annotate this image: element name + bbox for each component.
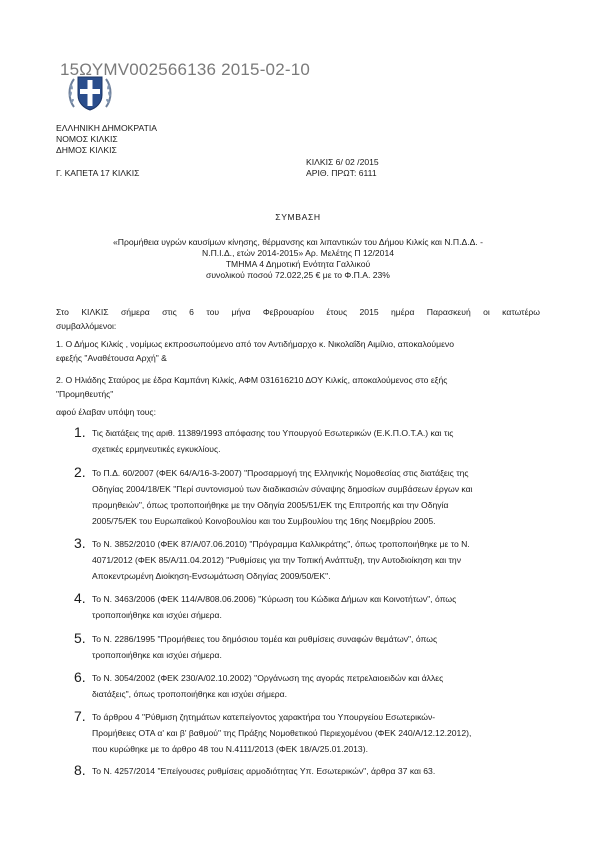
list-item-number: 8. <box>74 762 86 778</box>
list-item-line: Το Π.Δ. 60/2007 (ΦΕΚ 64/Α/16-3-2007) "Προσαρμογή της Ελληνικής Νομοθεσίας στις διατάξεις της <box>92 468 469 478</box>
party-line: 1. Ο Δήμος Κιλκίς , νομίμως εκπροσωπούμενο από τον Αντιδήμαρχο κ. Νικολαΐδη Αιμίλιο, αποκαλούμενο <box>56 339 454 349</box>
party-line: "Προμηθευτής" <box>56 388 114 399</box>
document-code-watermark: 15ΩΥΜV002566136 2015-02-10 <box>60 60 311 79</box>
list-item-line: 4071/2012 (ΦΕΚ 85/Α/11.04.2012) "Ρυθμίσεις για την Τοπική Ανάπτυξη, την Αυτοδιοίκηση και την <box>92 555 462 565</box>
issuer-line: ΝΟΜΟΣ ΚΙΛΚΙΣ <box>56 134 118 144</box>
subject-line: Ν.Π.Ι.Δ., ετών 2014-2015» Αρ. Μελέτης Π 12/2014 <box>201 248 395 258</box>
protocol-number: ΑΡΙΘ. ΠΡΩΤ: 6111 <box>306 168 377 178</box>
list-item-line: που κυρώθηκε με το άρθρο 48 του Ν.4111/2013 (ΦΕΚ 18/Α/25.01.2013). <box>92 744 368 754</box>
intro-paragraph <box>56 306 540 333</box>
list-item-line: Το Ν. 3852/2010 (ΦΕΚ 87/Α/07.06.2010) "Πρόγραμμα Καλλικράτης", όπως τροποποιήθηκε με το Ν. <box>92 539 470 549</box>
address: Γ. ΚΑΠΕΤΑ 17 ΚΙΛΚΙΣ <box>56 168 140 178</box>
place-date: ΚΙΛΚΙΣ 6/ 02 /2015 <box>306 157 379 167</box>
list-item-number: 2. <box>74 464 86 480</box>
list-item <box>74 763 542 779</box>
list-item-line: Το άρθρου 4 "Ρύθμιση ζητημάτων κατεπείγοντος χαρακτήρα του Υπουργείου Εσωτερικών- <box>92 712 436 722</box>
list-item-line: 2005/75/ΕΚ του Ευρωπαϊκού Κοινοβουλίου και του Συμβουλίου της 16ης Νοεμβρίου 2005. <box>92 516 436 526</box>
list-item-line: Τις διατάξεις της αριθ. 11389/1993 απόφασης του Υπουργού Εσωτερικών (Ε.Κ.Π.Ο.Τ.Α.) και τις <box>92 428 454 438</box>
issuer-line: ΕΛΛΗΝΙΚΗ ΔΗΜΟΚΡΑΤΙΑ <box>56 123 157 133</box>
list-item-line: Το Ν. 2286/1995 "Προμήθειες του δημόσιου τομέα και ρυθμίσεις συναφών θεμάτων", όπως <box>92 634 438 644</box>
list-item-number: 6. <box>74 669 86 685</box>
list-item <box>74 536 542 584</box>
list-item-line: σχετικές ερμηνευτικές εγκυκλίους. <box>92 444 221 454</box>
date-protocol-block <box>306 157 379 179</box>
considering-heading: αφού έλαβαν υπόψη τους: <box>56 407 156 417</box>
list-item <box>74 709 542 757</box>
list-item-line: προμηθειών", όπως τροποποιήθηκε με την Οδηγία 2005/51/ΕΚ της Επιτροπής και την Οδηγία <box>92 500 449 510</box>
list-item <box>74 465 542 529</box>
issuer-block <box>56 123 157 156</box>
list-item-number: 4. <box>74 590 86 606</box>
subject-line: ΤΜΗΜΑ 4 Δημοτική Ενότητα Γαλλικού <box>225 259 371 269</box>
list-item-line: τροποποιήθηκε και ισχύει σήμερα. <box>92 650 222 660</box>
list-item-line: Το Ν. 3054/2002 (ΦΕΚ 230/Α/02.10.2002) "Οργάνωση της αγοράς πετρελαιοειδών και άλλες <box>92 673 444 683</box>
list-item-line: τροποποιήθηκε και ισχύει σήμερα. <box>92 610 222 620</box>
list-item-number: 5. <box>74 630 86 646</box>
party-line: εφεξής "Αναθέτουσα Αρχή" & <box>56 352 167 363</box>
intro-line: Στο ΚΙΛΚΙΣ σήμερα στις 6 του μήνα Φεβρουαρίου έτους 2015 ημέρα Παρασκευή οι κατωτέρω <box>56 307 540 317</box>
list-item-number: 3. <box>74 535 86 551</box>
list-item-line: διατάξεις", όπως τροποποιήθηκε και ισχύει σήμερα. <box>92 689 288 699</box>
list-item-line: Αποκεντρωμένη Διοίκηση-Ενσωμάτωση Οδηγίας 2009/50/ΕΚ". <box>92 571 331 581</box>
list-item-number: 1. <box>74 424 86 440</box>
list-item-line: Το Ν. 3463/2006 (ΦΕΚ 114/Α/808.06.2006) "Κύρωση του Κώδικα Δήμων και Κοινοτήτων", όπως <box>92 594 457 604</box>
list-item <box>74 670 542 702</box>
list-item <box>74 591 542 623</box>
intro-line: συμβαλλόμενοι: <box>56 320 117 331</box>
list-item-line: Προμήθειες ΟΤΑ α' και β' βαθμού" της Πράξης Νομοθετικού Περιεχομένου (ΦΕΚ 240/Α/12.12.2012), <box>92 728 472 738</box>
list-item-line: Οδηγίας 2004/18/ΕΚ "Περί συντονισμού των διαδικασιών σύναψης δημοσίων συμβάσεων έργων και <box>92 484 473 494</box>
contract-subject <box>56 237 540 281</box>
list-item-line: Το Ν. 4257/2014 "Επείγουσες ρυθμίσεις αρμοδιότητας Υπ. Εσωτερικών", άρθρα 37 και 63. <box>92 766 436 776</box>
subject-line: συνολικού ποσού 72.022,25 € με το Φ.Π.Α. 23% <box>206 270 390 280</box>
legal-basis-list <box>74 425 542 779</box>
party-supplier <box>56 374 540 401</box>
list-item-number: 7. <box>74 708 86 724</box>
issuer-line: ΔΗΜΟΣ ΚΙΛΚΙΣ <box>56 145 117 155</box>
party-line: 2. Ο Ηλιάδης Σταύρος με έδρα Καμπάνη Κιλκίς, ΑΦΜ 031616210 ΔΟΥ Κιλκίς, αποκαλούμενος στο εξής <box>56 375 448 385</box>
list-item <box>74 425 542 457</box>
subject-line: «Προμήθεια υγρών καυσίμων κίνησης, θέρμανσης και λιπαντικών του Δήμου Κιλκίς και Ν.Π.Δ.Δ. - <box>112 237 484 247</box>
document-title: ΣΥΜΒΑΣΗ <box>275 212 321 222</box>
list-item <box>74 631 542 663</box>
party-contracting-authority <box>56 338 540 365</box>
